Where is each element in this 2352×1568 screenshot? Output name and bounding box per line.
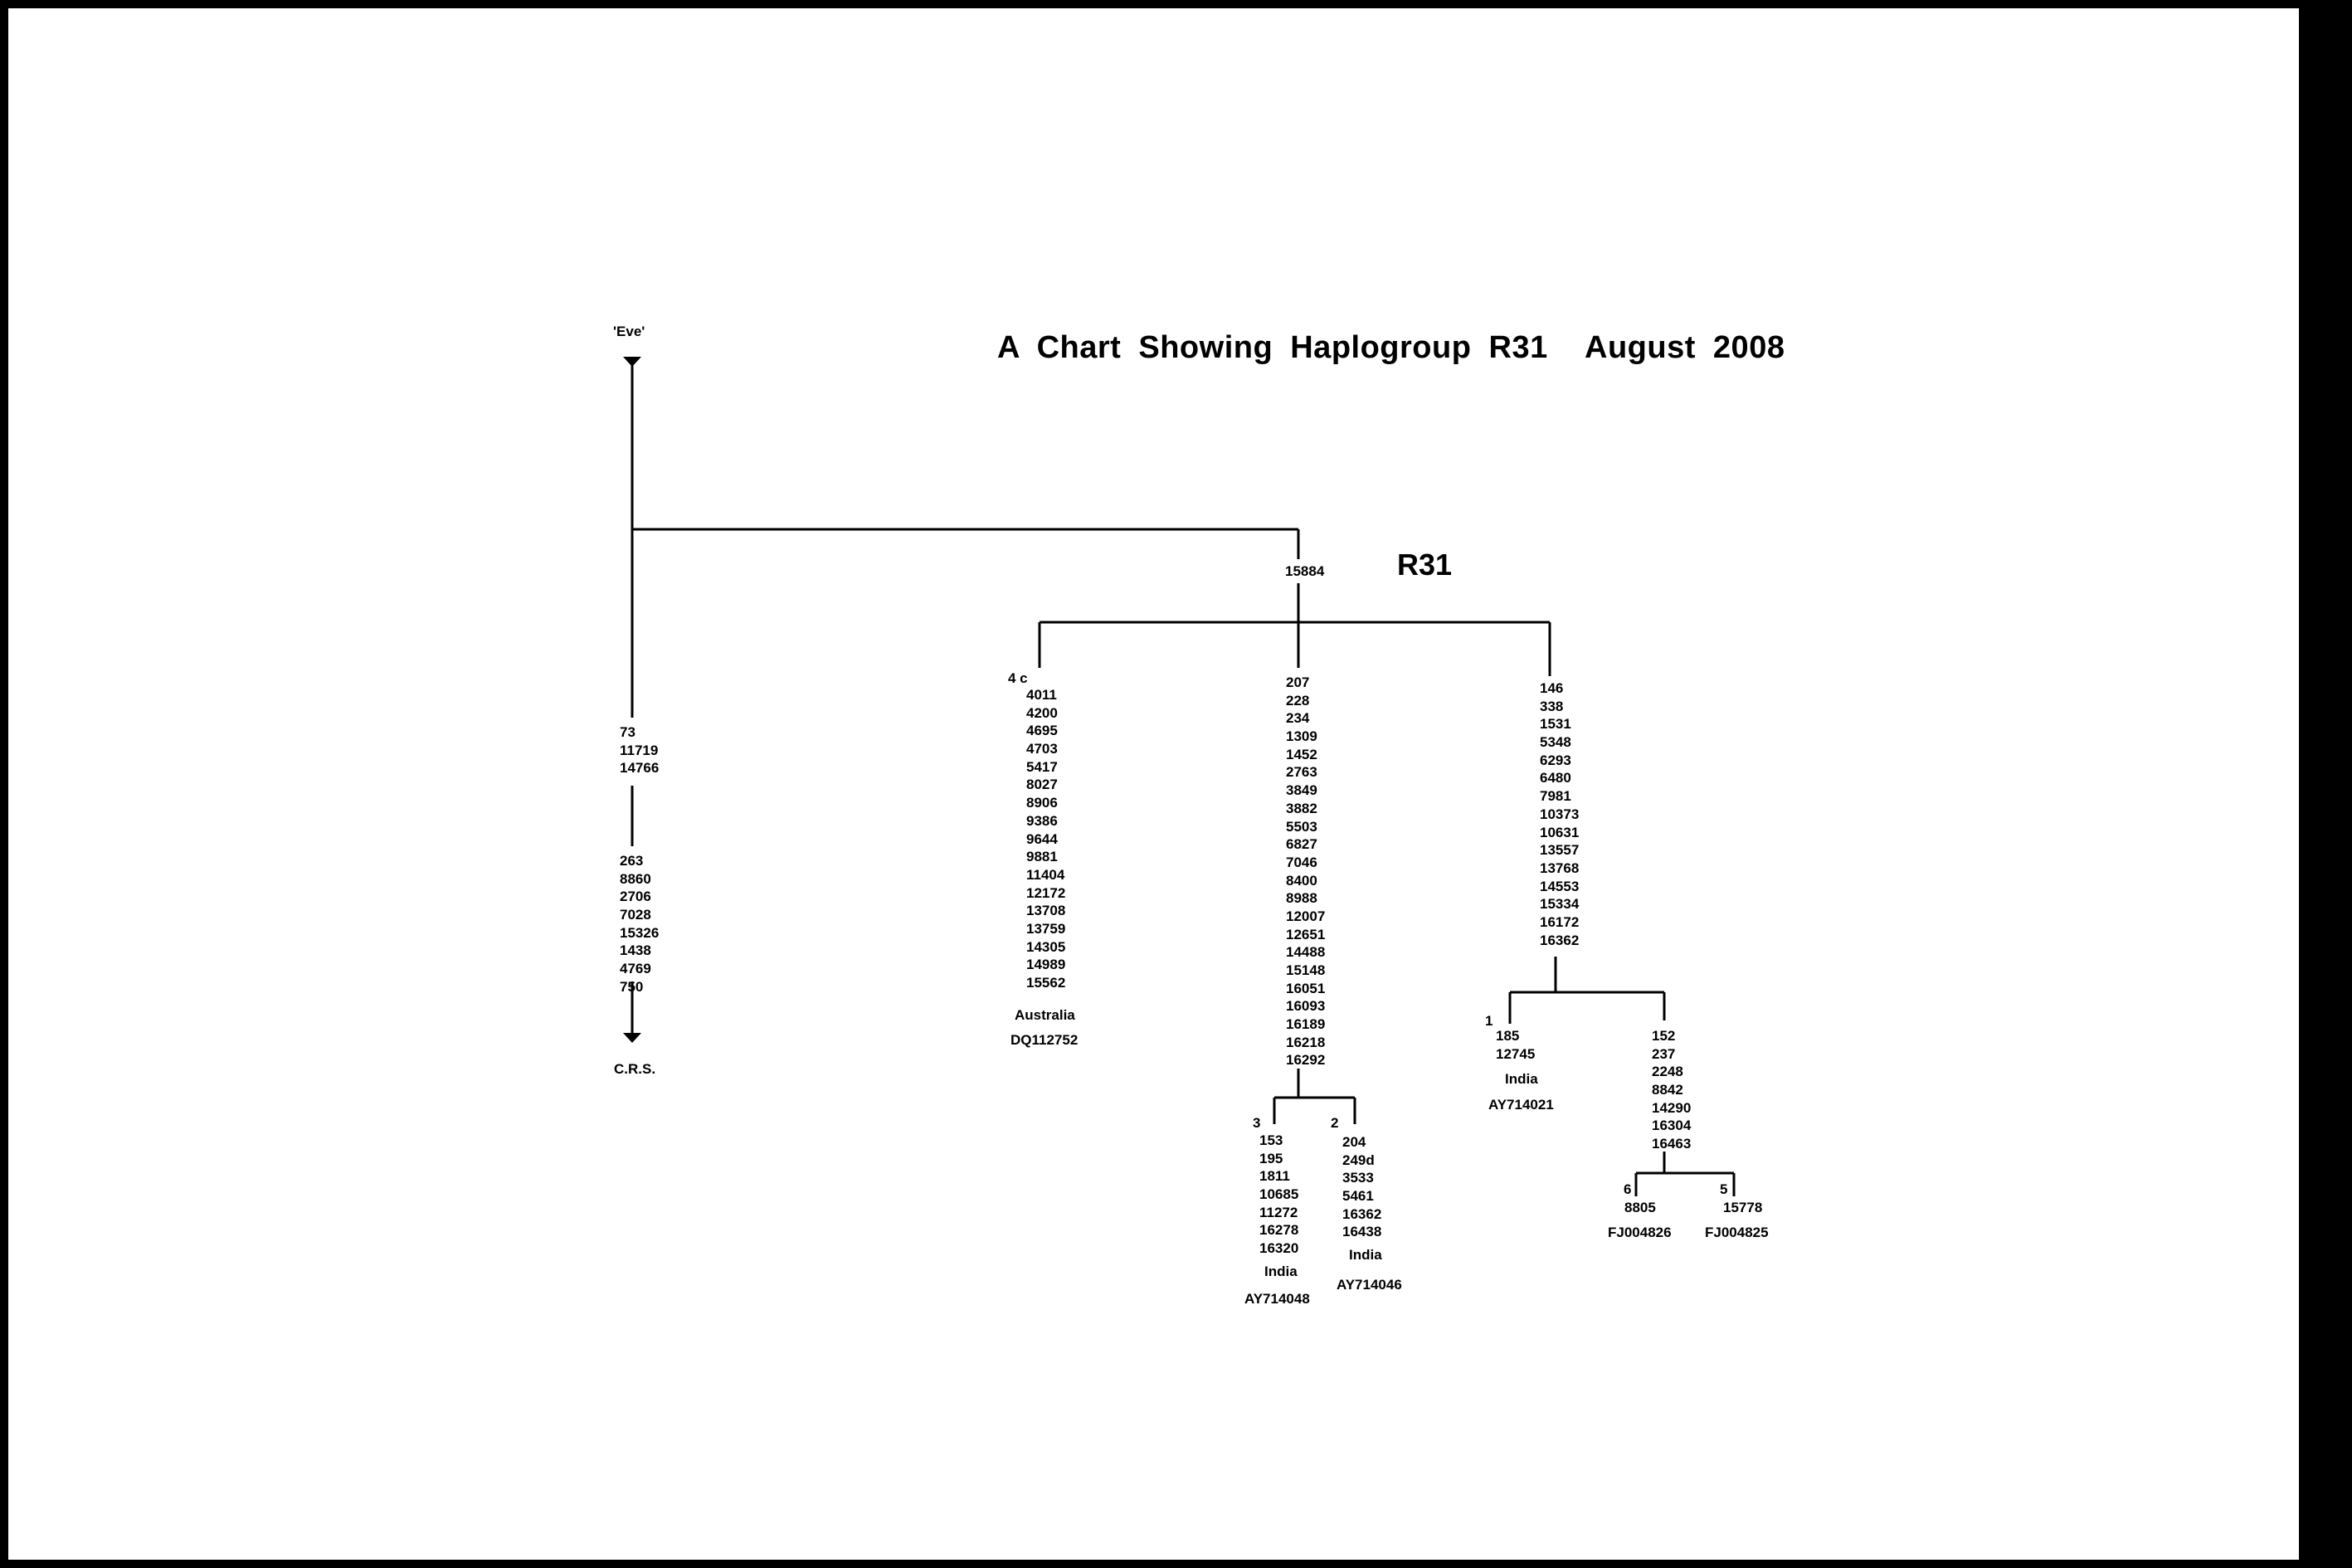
mutation-value: 16292 bbox=[1286, 1052, 1326, 1069]
mutation-value: 4695 bbox=[1026, 723, 1058, 739]
mutation-value: 7981 bbox=[1540, 788, 1571, 805]
branch-a-accession: DQ112752 bbox=[1010, 1032, 1079, 1048]
mutation-value: 16362 bbox=[1342, 1205, 1382, 1222]
sub1-mutations bbox=[1496, 1027, 1535, 1063]
mutation-value: 16218 bbox=[1286, 1034, 1326, 1050]
mutation-value: 1452 bbox=[1286, 746, 1317, 762]
mutation-value: 9881 bbox=[1026, 849, 1058, 865]
mutation-value: 185 bbox=[1496, 1028, 1520, 1044]
mutation-value: 5461 bbox=[1342, 1188, 1374, 1205]
mutation-value: 152 bbox=[1652, 1028, 1676, 1044]
mutation-value: 16320 bbox=[1259, 1240, 1299, 1257]
mutation-value: 16362 bbox=[1540, 932, 1580, 948]
mutation-value: 6480 bbox=[1540, 770, 1571, 786]
mutation-value: 1811 bbox=[1259, 1168, 1290, 1185]
mutation-value: 146 bbox=[1540, 680, 1564, 696]
sub6-accession: FJ004826 bbox=[1608, 1225, 1672, 1240]
mutation-value: 15334 bbox=[1540, 896, 1580, 913]
chart-frame bbox=[8, 8, 2299, 1560]
tree-lines bbox=[8, 8, 2299, 1560]
mutation-value: 73 bbox=[620, 724, 635, 740]
mutation-value: 16051 bbox=[1286, 980, 1326, 996]
mutation-value: 4703 bbox=[1026, 741, 1058, 757]
chart-date: August 2008 bbox=[1585, 330, 1785, 365]
mutation-value: 15326 bbox=[620, 924, 660, 941]
mutation-value: 4769 bbox=[620, 961, 651, 977]
mutation-value: 8860 bbox=[620, 870, 651, 887]
sub2-country: India bbox=[1349, 1247, 1382, 1263]
sub3-accession: AY714048 bbox=[1244, 1291, 1310, 1307]
mutation-value: 4011 bbox=[1026, 687, 1057, 703]
mutation-value: 249d bbox=[1342, 1152, 1375, 1168]
mutation-value: 6827 bbox=[1286, 836, 1317, 853]
mutation-value: 5503 bbox=[1286, 818, 1317, 835]
crs-arrow-down bbox=[623, 1033, 641, 1043]
sub5-label: 5 bbox=[1720, 1181, 1728, 1197]
sub2-accession: AY714046 bbox=[1337, 1277, 1402, 1293]
mutation-value: 7046 bbox=[1286, 854, 1317, 870]
mutation-value: 204 bbox=[1342, 1134, 1366, 1150]
mutation-value: 8988 bbox=[1286, 890, 1317, 907]
mutation-value: 10373 bbox=[1540, 806, 1580, 822]
mutation-value: 3882 bbox=[1286, 800, 1317, 816]
mutation-value: 12007 bbox=[1286, 908, 1326, 924]
mutation-value: 14290 bbox=[1652, 1099, 1692, 1116]
mutation-value: 237 bbox=[1652, 1045, 1676, 1062]
haplogroup-label: R31 bbox=[1397, 548, 1453, 582]
mutation-value: 4200 bbox=[1026, 704, 1058, 721]
mutation-value: 2763 bbox=[1286, 764, 1317, 781]
mutation-value: 16278 bbox=[1259, 1222, 1299, 1239]
mutation-value: 8906 bbox=[1026, 795, 1058, 811]
sub5-mutation: 15778 bbox=[1723, 1200, 1763, 1215]
mutation-value: 13708 bbox=[1026, 903, 1066, 919]
mutation-value: 10685 bbox=[1259, 1186, 1299, 1203]
sub5-accession: FJ004825 bbox=[1705, 1225, 1769, 1240]
mutation-value: 5417 bbox=[1026, 758, 1058, 775]
mutation-value: 12172 bbox=[1026, 884, 1066, 901]
mutation-value: 14989 bbox=[1026, 957, 1066, 973]
mutation-value: 12651 bbox=[1286, 926, 1326, 942]
haplogroup-chart bbox=[8, 8, 2299, 1560]
mutation-value: 16093 bbox=[1286, 998, 1326, 1015]
sub1-label: 1 bbox=[1485, 1013, 1493, 1029]
sub1-accession: AY714021 bbox=[1488, 1097, 1554, 1113]
mutation-value: 16438 bbox=[1342, 1224, 1382, 1240]
mutation-value: 8027 bbox=[1026, 777, 1058, 793]
sub3-country: India bbox=[1264, 1264, 1298, 1279]
branch-a-mutations bbox=[1026, 686, 1065, 992]
mutation-value: 14305 bbox=[1026, 938, 1066, 955]
mutation-value: 2248 bbox=[1652, 1064, 1683, 1080]
mutation-value: 8842 bbox=[1652, 1082, 1683, 1098]
branch-c-mutations bbox=[1540, 679, 1579, 949]
mutation-value: 13759 bbox=[1026, 920, 1066, 937]
mutation-value: 10631 bbox=[1540, 824, 1580, 840]
mutation-value: 338 bbox=[1540, 698, 1564, 714]
mutation-value: 15148 bbox=[1286, 962, 1326, 978]
mutation-value: 14553 bbox=[1540, 878, 1580, 894]
sub1-country: India bbox=[1505, 1071, 1538, 1087]
root-arrow-down bbox=[623, 357, 641, 367]
mutation-value: 14488 bbox=[1286, 944, 1326, 961]
sub6-mutation: 8805 bbox=[1624, 1200, 1656, 1215]
mutation-value: 1531 bbox=[1540, 716, 1571, 733]
branch-a-label: 4 c bbox=[1008, 670, 1028, 686]
sub2-label: 2 bbox=[1331, 1115, 1339, 1131]
mutation-value: 207 bbox=[1286, 674, 1310, 690]
mutation-value: 15562 bbox=[1026, 975, 1066, 991]
sub3-mutations bbox=[1259, 1132, 1298, 1258]
mutation-value: 13557 bbox=[1540, 842, 1580, 859]
mutation-value: 153 bbox=[1259, 1132, 1283, 1148]
mutation-value: 8400 bbox=[1286, 872, 1317, 889]
sub2-mutations bbox=[1342, 1133, 1381, 1241]
mutation-value: 9386 bbox=[1026, 812, 1058, 829]
mutation-value: 750 bbox=[620, 978, 644, 995]
root-label: 'Eve' bbox=[613, 324, 645, 339]
mutation-value: 11404 bbox=[1026, 866, 1065, 883]
mutation-value: 7028 bbox=[620, 907, 651, 923]
mutation-value: 6293 bbox=[1540, 752, 1571, 768]
mutation-value: 2706 bbox=[620, 889, 651, 905]
mutation-value: 3533 bbox=[1342, 1170, 1374, 1186]
mutation-value: 234 bbox=[1286, 710, 1310, 727]
mutation-value: 16463 bbox=[1652, 1136, 1692, 1152]
left-mutations-a bbox=[620, 723, 659, 777]
mutation-value: 13768 bbox=[1540, 859, 1580, 876]
mutation-value: 11719 bbox=[620, 742, 659, 758]
mutation-value: 263 bbox=[620, 853, 644, 869]
mutation-value: 195 bbox=[1259, 1150, 1283, 1166]
mutation-value: 14766 bbox=[620, 760, 660, 777]
mutation-value: 228 bbox=[1286, 692, 1310, 709]
sub6-label: 6 bbox=[1624, 1181, 1632, 1197]
chart-title: A Chart Showing Haplogroup R31 bbox=[997, 330, 1548, 365]
mutation-value: 16304 bbox=[1652, 1118, 1692, 1134]
left-mutations-b bbox=[620, 852, 659, 996]
mutation-value: 5348 bbox=[1540, 734, 1571, 751]
crs-label: C.R.S. bbox=[614, 1061, 656, 1077]
subx-mutations bbox=[1652, 1027, 1691, 1153]
mutation-value: 1309 bbox=[1286, 728, 1317, 745]
branch-b-mutations bbox=[1286, 674, 1325, 1069]
mutation-value: 16189 bbox=[1286, 1016, 1326, 1033]
mutation-value: 16172 bbox=[1540, 913, 1580, 930]
mutation-value: 3849 bbox=[1286, 782, 1317, 799]
mutation-value: 11272 bbox=[1259, 1204, 1298, 1220]
mutation-value: 1438 bbox=[620, 942, 651, 959]
sub3-label: 3 bbox=[1253, 1115, 1261, 1131]
mutation-value: 12745 bbox=[1496, 1045, 1536, 1062]
branch-a-country: Australia bbox=[1015, 1007, 1075, 1023]
r31-node-mutation: 15884 bbox=[1285, 563, 1325, 579]
mutation-value: 9644 bbox=[1026, 830, 1058, 847]
